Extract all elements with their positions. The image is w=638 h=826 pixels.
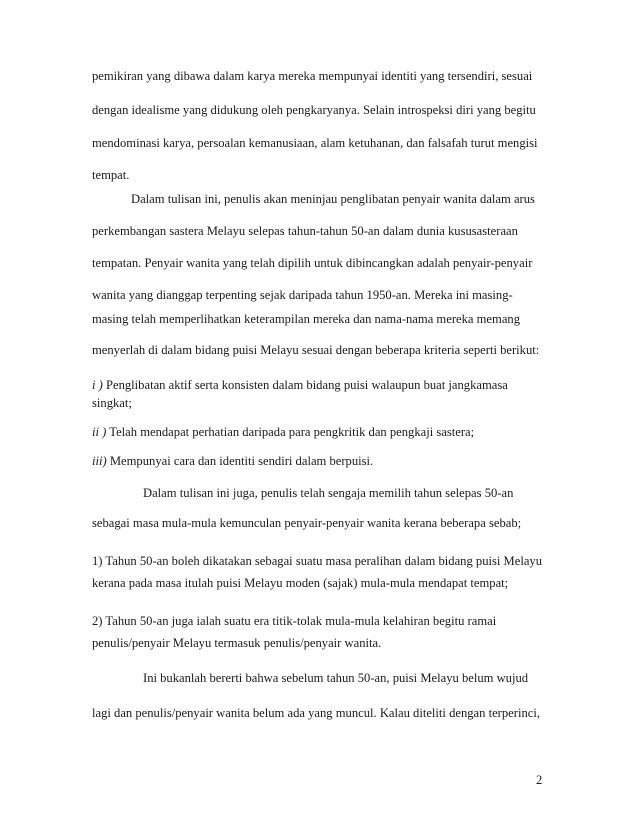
body-line: tempatan. Penyair wanita yang telah dipilih untuk dibincangkan adalah penyair-penyair [92,256,533,270]
body-line: menyerlah di dalam bidang puisi Melayu sesuai dengan beberapa kriteria seperti berikut: [92,343,540,357]
body-line: Ini bukanlah bererti bahwa sebelum tahun 50-an, puisi Melayu belum wujud [143,671,529,685]
body-line: lagi dan penulis/penyair wanita belum ada yang muncul. Kalau diteliti dengan terperinci, [92,706,540,720]
body-line: perkembangan sastera Melayu selepas tahun-tahun 50-an dalam dunia kususasteraan [92,224,518,238]
page-number: 2 [536,773,543,787]
criteria-text: Penglibatan aktif serta konsisten dalam bidang puisi walaupun buat jangkamasa [102,378,508,392]
body-line: sebagai masa mula-mula kemunculan penyair-penyair wanita kerana beberapa sebab; [92,516,522,530]
body-line: masing telah memperlihatkan keterampilan mereka dan nama-nama mereka memang [92,312,521,326]
body-line: pemikiran yang dibawa dalam karya mereka mempunyai identiti yang tersendiri, sesuai [92,69,533,83]
criteria-item [92,377,508,393]
criteria-text: Mempunyai cara dan identiti sendiri dalam berpuisi. [106,454,374,468]
body-line: Dalam tulisan ini juga, penulis telah sengaja memilih tahun selepas 50-an [143,486,514,500]
criteria-marker: iii) [92,454,107,468]
reason-line: penulis/penyair Melayu termasuk penulis/penyair wanita. [92,636,382,650]
criteria-text: Telah mendapat perhatian daripada para pengkritik dan pengkaji sastera; [106,425,475,439]
reason-line: 1) Tahun 50-an boleh dikatakan sebagai suatu masa peralihan dalam bidang puisi Melayu [92,554,543,568]
body-line: mendominasi karya, persoalan kemanusiaan, alam ketuhanan, dan falsafah turut mengisi [92,136,538,150]
body-line: Dalam tulisan ini, penulis akan meninjau penglibatan penyair wanita dalam arus [131,192,535,206]
criteria-item [92,424,474,440]
criteria-marker: i ) [92,378,103,392]
criteria-item [92,453,373,469]
reason-line: 2) Tahun 50-an juga ialah suatu era titik-tolak mula-mula kelahiran begitu ramai [92,614,497,628]
reason-line: kerana pada masa itulah puisi Melayu moden (sajak) mula-mula mendapat tempat; [92,576,509,590]
criteria-continuation: singkat; [92,396,132,410]
body-line: wanita yang dianggap terpenting sejak daripada tahun 1950-an. Mereka ini masing- [92,288,513,302]
body-line: dengan idealisme yang didukung oleh pengkaryanya. Selain introspeksi diri yang begitu [92,103,536,117]
criteria-marker: ii ) [92,425,107,439]
body-line: tempat. [92,168,130,182]
